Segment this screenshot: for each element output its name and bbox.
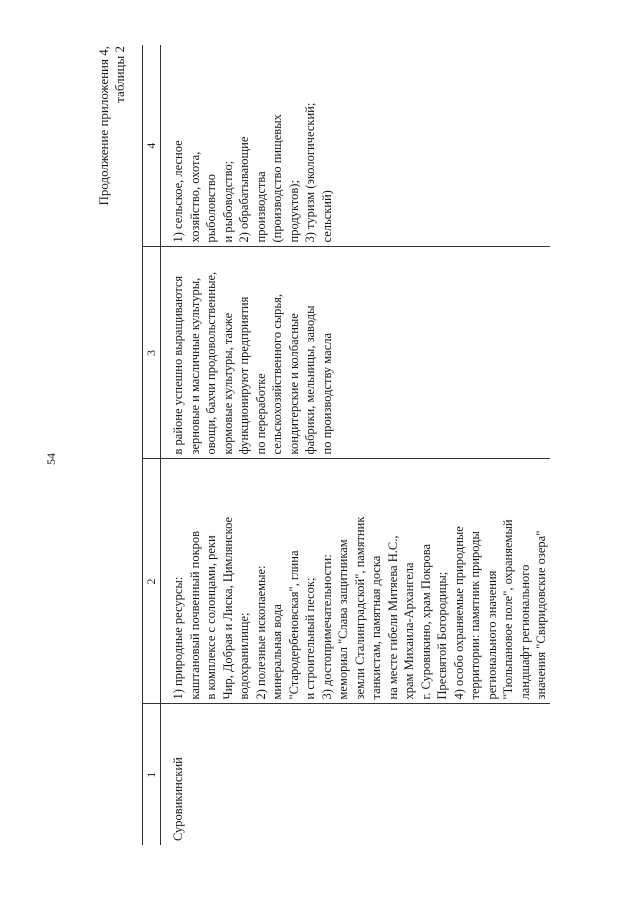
- economy-cell: [161, 247, 550, 459]
- continuation-line-1: Продолжение приложения 4,: [96, 46, 111, 206]
- district-name: Суровикинский: [171, 757, 185, 841]
- resources-cell: [161, 459, 550, 704]
- header-col-1: 1: [143, 704, 161, 845]
- header-col-4: 4: [143, 45, 161, 247]
- appendix-table: [142, 45, 550, 845]
- activities-text: 1) сельское, лесное хозяйство, охота, рыболовство и рыбоводство; 2) обрабатывающие производства (производство пищевых продуктов); 3) туризм (экологический; сельский): [171, 102, 334, 243]
- header-col-3: 3: [143, 247, 161, 459]
- resources-text: 1) природные ресурсы: каштановый почвенный покров в комплексе с солонцами, реки Чир, Добрая и Лиска, Цимлянское водохранилище; 2) полезные ископаемые: минеральная вода "Стародербеновская", глина и строительный песок; 3) достопримечательности: мемориал "Слава защитникам земли Сталинградской", памятник танкистам, памятная доска на месте гибели Митяева Н.С., храм Михаила-Архангела г. Суровикино, храм Покрова Пресвятой Богородицы; 4) особо охраняемые природные территории: памятник природы регионального значения "Тюльпановое поле", охраняемый ландшафт регионального значения "Свиридовские озера": [171, 516, 548, 700]
- page-number: 54: [44, 453, 58, 465]
- table-row: [161, 45, 550, 845]
- header-col-2: 2: [143, 459, 161, 704]
- table-header-row: [143, 45, 161, 845]
- district-name-cell: [161, 704, 550, 845]
- continuation-note: [96, 46, 128, 376]
- economy-text: в районе успешно выращиваются зерновые и масличные культуры, овощи, бахчи продовольственные, кормовые культуры, также функционируют предприятия по переработке сельскохозяйственного сырья, кондитерские и колбасные фабрики, мельницы, заводы по производству масла: [171, 271, 334, 455]
- activities-cell: [161, 45, 550, 247]
- continuation-line-2: таблицы 2: [112, 46, 127, 103]
